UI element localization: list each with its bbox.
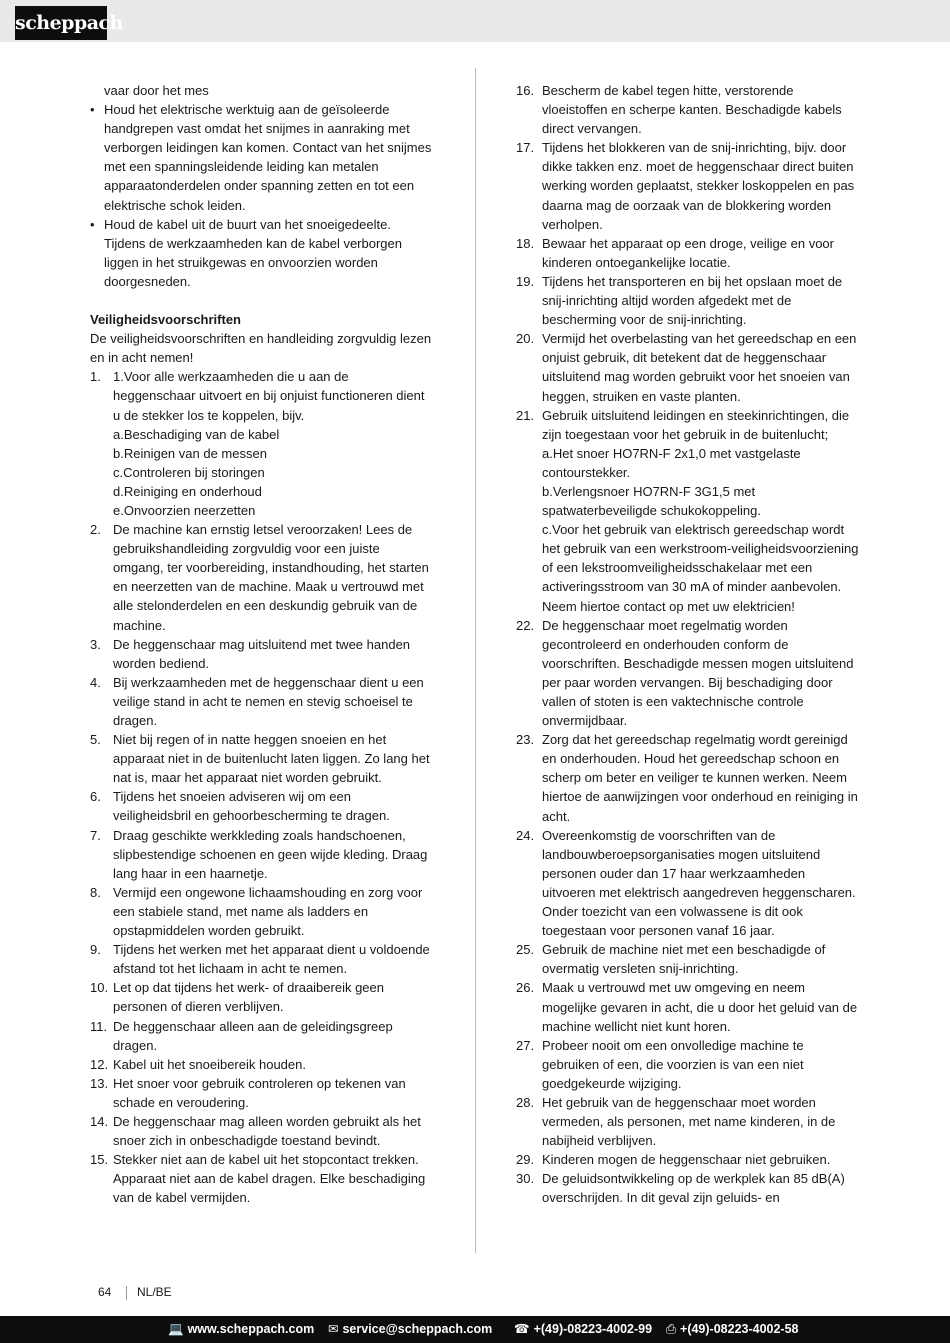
item-number: 1. [90,369,101,385]
item-text: Probeer nooit om een onvolledige machine te gebruiken of een, die voorzien is van een niet goedgekeurde wijziging. [542,1037,804,1091]
sub-item: c.Voor het gebruik van elektrisch gereedschap wordt het gebruik van een werkstroom-veiligheidsvoorziening of een lekstroomveiligheidsschakelaar met een activeringsstroom van 30 mA of minder aanbevolen. Neem hiertoe contact op met uw elektricien! [542,522,859,614]
bullet-icon: • [90,216,95,232]
item-text: Kinderen mogen de heggenschaar niet gebruiken. [542,1152,831,1168]
phone-contact [514,1316,652,1343]
safety-list-right [516,81,861,1208]
item-number: 24. [516,827,535,843]
item-number: 9. [90,942,101,958]
item-text: Bij werkzaamheden met de heggenschaar dient u een veilige stand in acht te nemen en stevig schoeisel te dragen. [113,674,424,728]
item-number: 26. [516,980,535,996]
item-text: De heggenschaar alleen aan de geleidingsgreep dragen. [113,1018,393,1053]
sub-item: b.Verlengsnoer HO7RN-F 3G1,5 met spatwaterbeveiligde schukokoppeling. [542,483,761,519]
item-number: 30. [516,1171,535,1187]
computer-icon: 💻 [168,1322,184,1336]
item-number: 14. [90,1113,109,1129]
page-number: 64 [98,1285,112,1299]
item-text: Gebruik uitsluitend leidingen en steekinrichtingen, die zijn toegestaan voor het gebruik in de buitenlucht; [542,407,850,442]
list-item [516,1169,861,1207]
list-item [90,826,432,883]
contact-bar [0,1316,950,1343]
item-number: 19. [516,273,535,289]
item-number: 20. [516,331,535,347]
sub-item: d.Reiniging en onderhoud [113,483,262,499]
item-text: Het snoer voor gebruik controleren op tekenen van schade en veroudering. [113,1075,406,1110]
bullet-item [90,215,432,291]
item-text: Tijdens het werken met het apparaat dient u voldoende afstand tot het lichaam in acht te nemen. [113,942,430,977]
list-item [90,883,432,940]
item-text: Kabel uit het snoeibereik houden. [113,1056,306,1072]
item-number: 17. [516,140,535,156]
list-item [516,138,861,233]
list-item [90,787,432,825]
item-text: Let op dat tijdens het werk- of draaibereik geen personen of dieren verblijven. [113,980,385,1015]
item-text: Zorg dat het gereedschap regelmatig wordt gereinigd en onderhouden. Houd het gereedschap schoon en scherp om beter en veiliger te kunnen werken. Neem hiertoe de aanwijzingen voor onderhoud en reiniging in acht. [542,732,858,824]
bullet-item [90,100,432,215]
item-number: 27. [516,1037,535,1053]
item-number: 28. [516,1094,535,1110]
list-item [516,940,861,978]
phone-icon: ☎ [514,1322,530,1336]
item-text: Maak u vertrouwd met uw omgeving en neem mogelijke gevaren in acht, die u door het geluid van de machine wellicht niet kunt horen. [542,980,858,1034]
sub-item: b.Reinigen van de messen [113,445,267,461]
item-text: Bewaar het apparaat op een droge, veilige en voor kinderen ontoegankelijke locatie. [542,235,834,270]
item-number: 15. [90,1152,109,1168]
language-code: NL/BE [137,1285,172,1299]
sub-item: a.Het snoer HO7RN-F 2x1,0 met vastgelaste contourstekker. [542,445,801,480]
item-number: 2. [90,522,101,538]
list-item [90,367,432,520]
left-column [90,81,432,1207]
list-item [516,978,861,1035]
list-item [516,1150,861,1169]
item-text: Tijdens het snoeien adviseren wij om een veiligheidsbril en gehoorbescherming te dragen. [113,789,390,824]
item-number: 10. [90,980,109,996]
list-item [516,329,861,405]
list-item [516,81,861,138]
list-item [90,520,432,635]
footer-separator [126,1286,127,1300]
list-item [90,1017,432,1055]
item-text: Stekker niet aan de kabel uit het stopcontact trekken. Apparaat niet aan de kabel dragen. Elke beschadiging van de kabel vermijden. [113,1152,426,1206]
item-text: Het gebruik van de heggenschaar moet worden vermeden, als personen, met name kinderen, in de nabijheid verblijven. [542,1094,836,1149]
list-item [90,730,432,787]
list-item [516,406,861,616]
fax-number: +(49)-08223-4002-58 [680,1322,799,1336]
item-number: 4. [90,674,101,690]
intro-continuation: vaar door het mes [104,83,209,98]
sub-item: c.Controleren bij storingen [113,464,265,480]
item-number: 13. [90,1075,109,1091]
list-item [90,1074,432,1112]
item-text: 1.Voor alle werkzaamheden die u aan de heggenschaar uitvoert en bij onjuist functioneren dient u de stekker los te koppelen, bijv. [113,369,425,423]
list-item [90,673,432,730]
list-item [516,1036,861,1093]
bullet-text: Houd de kabel uit de buurt van het snoeigedeelte. Tijdens de werkzaamheden kan de kabel verborgen liggen in het struikgewas en onvoorzien worden doorgesneden. [104,216,402,289]
email-link[interactable]: service@scheppach.com [342,1322,493,1336]
brand-logo: scheppach [15,6,107,40]
item-number: 8. [90,884,101,900]
email-icon: ✉ [328,1322,339,1336]
item-text: Overeenkomstig de voorschriften van de landbouwberoepsorganisaties mogen uitsluitend personen ouder dan 17 haar werkzaamheden uitvoeren met elektrisch aangedreven heggenscharen. Onder toezicht van een volwassene is dit ook toegestaan voor personen vanaf 16 jaar. [542,827,856,939]
fax-icon: ⎙ [666,1322,677,1336]
item-number: 7. [90,827,101,843]
sub-item: a.Beschadiging van de kabel [113,426,280,442]
fax-contact [666,1316,799,1343]
phone-number: +(49)-08223-4002-99 [533,1322,653,1336]
email-contact[interactable] [328,1316,492,1343]
bullet-text: Houd het elektrische werktuig aan de geïsoleerde handgrepen vast omdat het snijmes in aanraking met verborgen leidingen kan komen. Contact van het snijmes met een spanningsleidende leiding kan metalen apparaatonderdelen onder spanning zetten en tot een elektrische schok leiden. [104,102,432,213]
item-text: De machine kan ernstig letsel veroorzaken! Lees de gebruikshandleiding zorgvuldig voor een juiste omgang, ter voorbereiding, instandhouding, het starten en neerzetten van de machine. Maak u vertrouwd met alle stelonderdelen en een deskundig gebruik van de machine. [113,522,429,633]
item-number: 12. [90,1056,109,1072]
item-text: Tijdens het blokkeren van de snij-inrichting, bijv. door dikke takken enz. moet de heggenschaar direct buiten werking worden geplaatst, stekker loskoppelen en pas daarna mag de oorzaak van de blokkering worden verholpen. [542,140,855,232]
list-item [90,940,432,978]
website-contact[interactable] [168,1316,314,1343]
header-bar [0,0,950,42]
list-item [516,730,861,825]
item-text: Bescherm de kabel tegen hitte, verstorende vloeistoffen en scherpe kanten. Beschadigde kabels direct vervangen. [542,83,842,137]
item-text: De geluidsontwikkeling op de werkplek kan 85 dB(A) overschrijden. In dit geval zijn geluids- en [542,1171,845,1206]
sub-item: e.Onvoorzien neerzetten [113,502,256,518]
list-item [90,978,432,1016]
safety-list-left [90,520,432,1207]
item-number: 3. [90,636,101,652]
column-divider [475,68,476,1253]
page-footer-info [98,1285,172,1300]
item-text: Gebruik de machine niet met een beschadigde of overmatig versleten snij-inrichting. [542,942,826,977]
item-number: 29. [516,1152,535,1168]
list-item [90,1150,432,1207]
list-item [516,616,861,731]
list-item [516,826,861,941]
item-text: De heggenschaar moet regelmatig worden gecontroleerd en onderhouden conform de voorschriften. Beschadigde messen mogen uitsluitend per paar worden vervangen. Bij beschadiging door vallen of stoten is een vaktechnische controle onvermijdbaar. [542,617,854,729]
item-text: Vermijd een ongewone lichaamshouding en zorg voor een stabiele stand, met name als ladders en opstapmiddelen worden gebruikt. [113,884,423,939]
item-number: 6. [90,789,101,805]
item-text: De heggenschaar mag uitsluitend met twee handen worden bediend. [113,636,411,671]
list-item [90,1055,432,1074]
item-number: 21. [516,407,535,423]
item-number: 25. [516,942,535,958]
item-text: Tijdens het transporteren en bij het opslaan moet de snij-inrichting altijd worden afgedekt met de bescherming voor de snij-inrichting. [542,273,843,328]
item-text: Niet bij regen of in natte heggen snoeien en het apparaat niet in de buitenlucht laten liggen. Zo lang het nat is, maar het apparaat niet worden gebruikt. [113,732,430,786]
section-intro: De veiligheidsvoorschriften en handleiding zorgvuldig lezen en in acht nemen! [90,331,432,366]
bullet-icon: • [90,102,95,118]
right-column [516,81,861,1208]
item-text: De heggenschaar mag alleen worden gebruikt als het snoer zich in onbeschadigde toestand bevindt. [113,1113,421,1149]
section-title: Veiligheidsvoorschriften [90,312,241,328]
list-item [516,234,861,272]
item-number: 23. [516,732,535,748]
list-item [90,635,432,673]
item-number: 5. [90,732,101,748]
item-number: 22. [516,617,535,633]
list-item [90,1112,432,1150]
item-text: Draag geschikte werkkleding zoals handschoenen, slipbestendige schoenen en geen wijde kleding. Draag lang haar in een haarnetje. [113,827,428,881]
item-number: 18. [516,235,535,251]
list-item [516,272,861,329]
item-number: 11. [90,1018,108,1034]
list-item [516,1093,861,1150]
item-text: Vermijd het overbelasting van het gereedschap en een onjuist gebruik, dit betekent dat de heggenschaar uitsluitend mag worden gebruikt voor het snoeien van heggen, struiken en vaste planten. [542,331,857,404]
website-link[interactable]: www.scheppach.com [187,1322,315,1336]
item-number: 16. [516,83,535,98]
